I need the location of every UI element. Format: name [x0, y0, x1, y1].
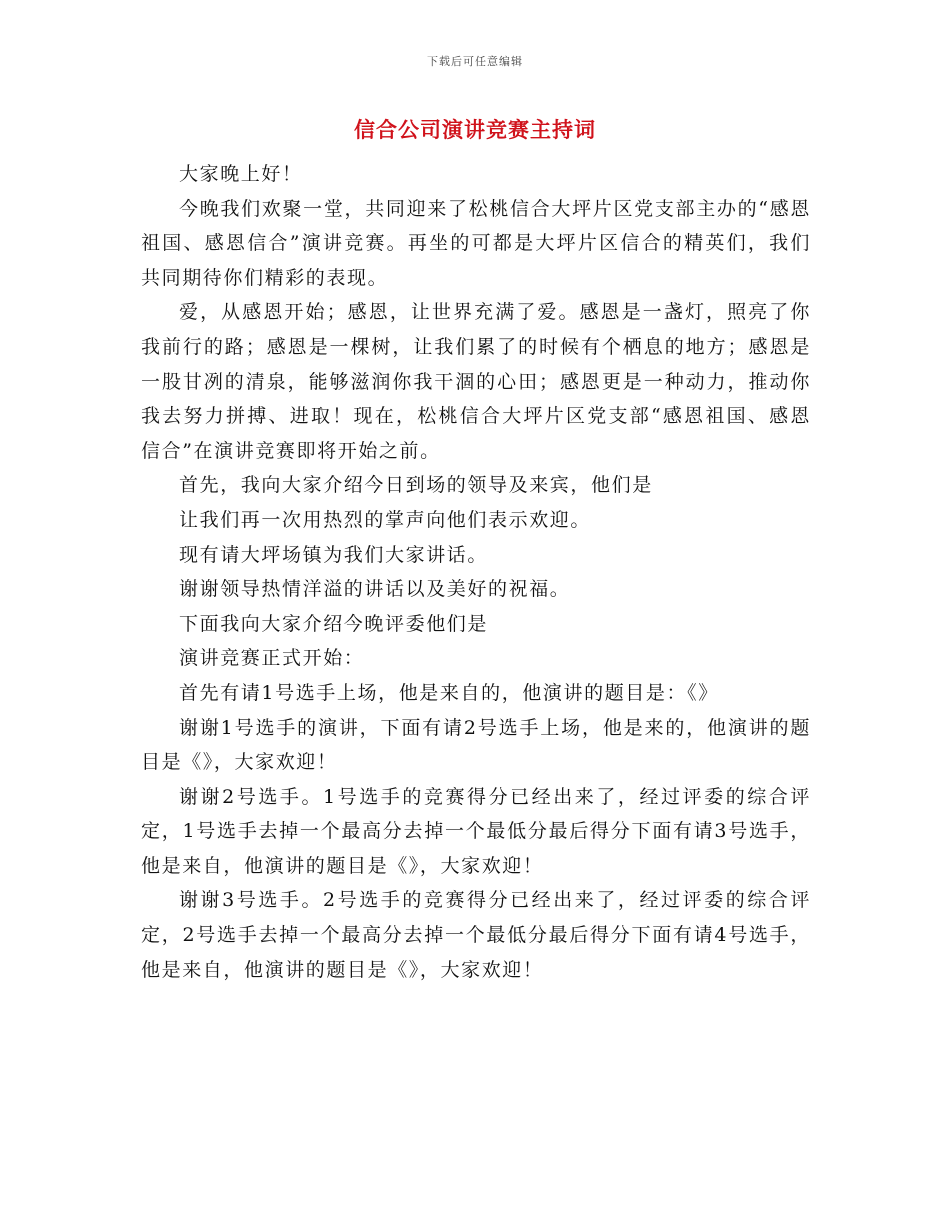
- paragraph-greeting: 大家晚上好！: [179, 163, 303, 185]
- header-note: 下载后可任意编辑: [427, 55, 523, 68]
- paragraph-introduce-judges: 下面我向大家介绍今晚评委他们是: [179, 612, 489, 635]
- paragraph-contestant-2: 谢谢1号选手的演讲，下面有请2号选手上场，他是来的，他演讲的题目是《》，大家欢迎！: [141, 716, 811, 774]
- paragraph-contestant-1: 首先有请1号选手上场，他是来自的，他演讲的题目是：《》: [179, 681, 719, 704]
- paragraph-thanks-leader: 谢谢领导热情洋溢的讲话以及美好的祝福。: [179, 578, 571, 601]
- paragraph-contestant-4: 谢谢3号选手。2号选手的竞赛得分已经出来了，经过评委的综合评定，2号选手去掉一个最高分去掉一个最低分最后得分下面有请4号选手，他是来自，他演讲的题目是《》，大家欢迎！: [141, 889, 811, 981]
- document-title: 信合公司演讲竞赛主持词: [354, 117, 596, 142]
- paragraph-introduce-guests: 首先，我向大家介绍今日到场的领导及来宾，他们是: [179, 474, 653, 497]
- paragraph-applause: 让我们再一次用热烈的掌声向他们表示欢迎。: [179, 508, 592, 531]
- document-body: [141, 157, 811, 987]
- paragraph-invite-speech: 现有请大坪场镇为我们大家讲话。: [179, 543, 489, 566]
- paragraph-opening: 今晚我们欢聚一堂，共同迎来了松桃信合大坪片区党支部主办的“感恩祖国、感恩信合”演讲竞赛。再坐的可都是大坪片区信合的精英们，我们共同期待你们精彩的表现。: [141, 197, 811, 289]
- paragraph-contestant-3: 谢谢2号选手。1号选手的竞赛得分已经出来了，经过评委的综合评定，1号选手去掉一个最高分去掉一个最低分最后得分下面有请3号选手，他是来自，他演讲的题目是《》，大家欢迎！: [141, 785, 811, 877]
- paragraph-gratitude: 爱，从感恩开始；感恩，让世界充满了爱。感恩是一盏灯，照亮了你我前行的路；感恩是一棵树，让我们累了的时候有个栖息的地方；感恩是一股甘冽的清泉，能够滋润你我干涸的心田；感恩更是一种动力，推动你我去努力拼搏、进取！现在，松桃信合大坪片区党支部“感恩祖国、感恩信合”在演讲竞赛即将开始之前。: [141, 301, 811, 462]
- paragraph-contest-start: 演讲竞赛正式开始：: [179, 647, 365, 670]
